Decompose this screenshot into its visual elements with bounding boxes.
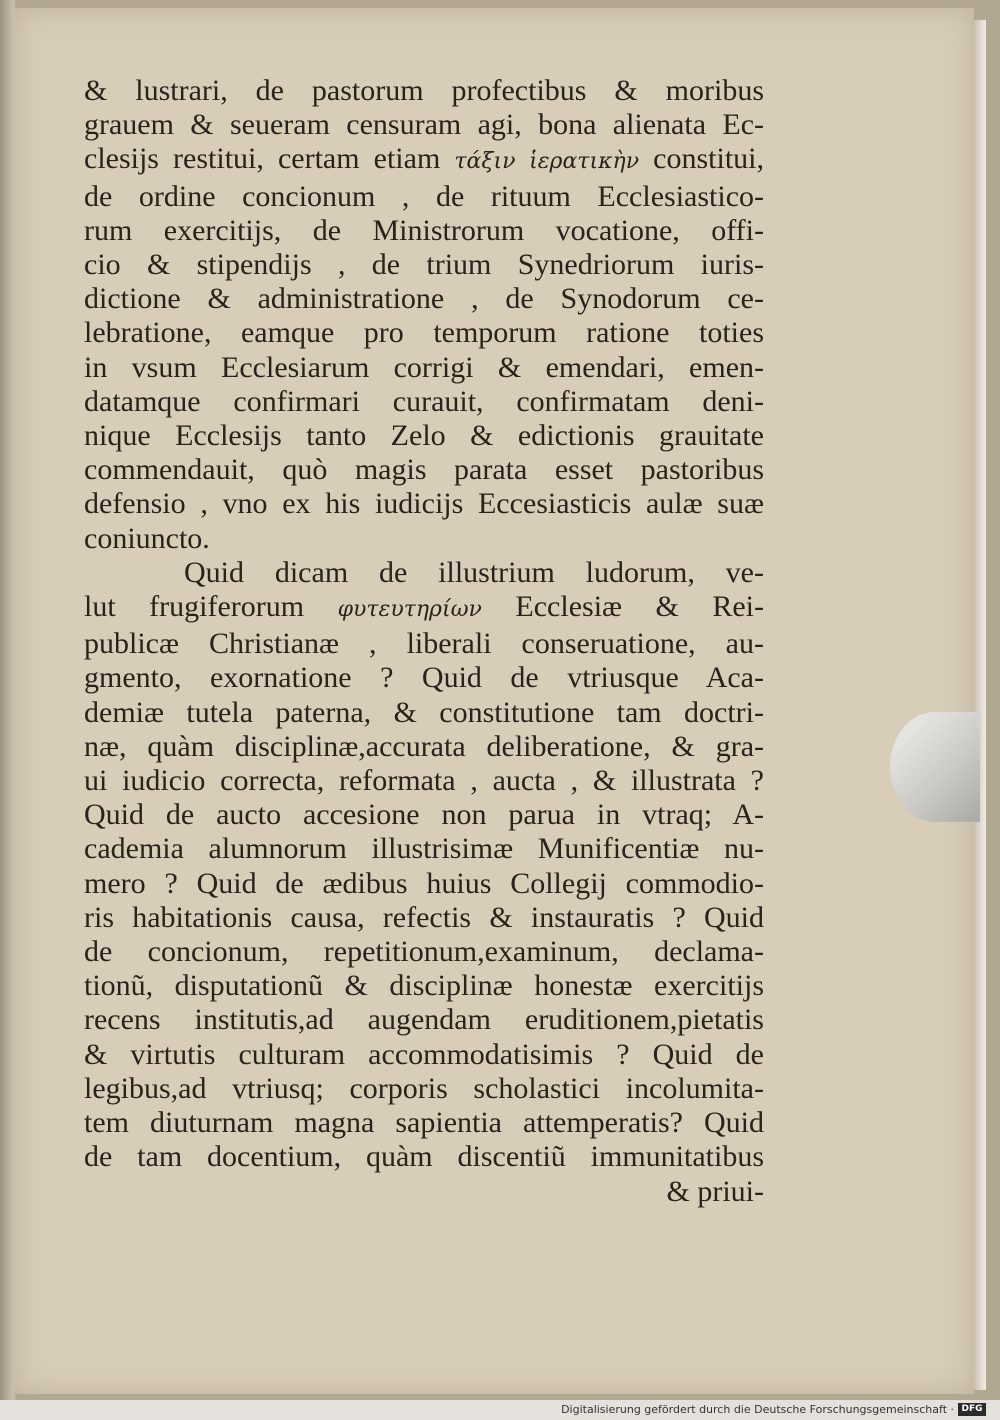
- text-line: defensio , vno ex his iudicijs Eccesiasticis aulæ suæ: [84, 487, 764, 521]
- text-line: & virtutis culturam accommodatisimis ? Quid de: [84, 1037, 764, 1071]
- text-line: gmento, exornatione ? Quid de vtriusque Aca-: [84, 661, 764, 695]
- text-line: næ, quàm disciplinæ,accurata deliberatione, & gra-: [84, 729, 764, 763]
- page-body-text: [84, 74, 764, 1209]
- greek-phrase: τάξιν ἱερατικὴν: [454, 149, 640, 175]
- text-line: lut frugiferorum φυτευτηρίων Ecclesiæ & Rei-: [84, 590, 764, 624]
- text-line: demiæ tutela paterna, & constitutione tam doctri-: [84, 695, 764, 729]
- text-line: datamque confirmari curauit, confirmatam deni-: [84, 384, 764, 418]
- text-line: mero ? Quid de ædibus huius Collegij commodio-: [84, 866, 764, 900]
- text-line: cademia alumnorum illustrisimæ Munificentiæ nu-: [84, 832, 764, 866]
- text-line: tionũ, disputationũ & disciplinæ honestæ exercitijs: [84, 969, 764, 1003]
- funding-credit: Digitalisierung gefördert durch die Deutsche Forschungsgemeinschaft ·: [561, 1403, 954, 1416]
- text-line: coniuncto.: [84, 521, 210, 555]
- text-line: de ordine concionum , de rituum Ecclesiastico-: [84, 179, 764, 213]
- text-line: in vsum Ecclesiarum corrigi & emendari, emen-: [84, 350, 764, 384]
- greek-phrase: φυτευτηρίων: [337, 597, 482, 623]
- text-line: publicæ Christianæ , liberali conseruatione, au-: [84, 627, 764, 661]
- catchword: & priui-: [666, 1174, 764, 1208]
- text-line: cio & stipendijs , de trium Synedriorum iuris-: [84, 248, 764, 282]
- text-line: de tam docentium, quàm discentiũ immunitatibus: [84, 1140, 764, 1174]
- text-line: grauem & seueram censuram agi, bona alienata Ec-: [84, 108, 764, 142]
- text-line: lebratione, eamque pro temporum ratione toties: [84, 316, 764, 350]
- dfg-logo-icon: DFG: [958, 1403, 986, 1416]
- text-line: dictione & administratione , de Synodorum ce-: [84, 282, 764, 316]
- paragraph-start-line: Quid dicam de illustrium ludorum, ve-: [184, 555, 764, 589]
- text-line: Quid de aucto accesione non parua in vtraq; A-: [84, 798, 764, 832]
- text-line: & lustrari, de pastorum profectibus & moribus: [84, 74, 764, 107]
- page-holder-clip: [890, 712, 980, 822]
- text-line: tem diuturnam magna sapientia attemperatis? Quid: [84, 1106, 764, 1140]
- text-line: rum exercitijs, de Ministrorum vocatione, offi-: [84, 213, 764, 247]
- text-line: legibus,ad vtriusq; corporis scholastici incolumita-: [84, 1071, 764, 1105]
- text-line: ui iudicio correcta, reformata , aucta , & illustrata ?: [84, 764, 764, 798]
- text-line: de concionum, repetitionum,examinum, declama-: [84, 935, 764, 969]
- digitization-footer: [0, 1400, 1000, 1420]
- text-line: commendauit, quò magis parata esset pastoribus: [84, 453, 764, 487]
- text-line: nique Ecclesijs tanto Zelo & edictionis grauitate: [84, 419, 764, 453]
- text-line: clesijs restitui, certam etiam τάξιν ἱερατικὴν constitui,: [84, 142, 764, 176]
- page-edge: [974, 20, 986, 1390]
- text-line: ris habitationis causa, refectis & instauratis ? Quid: [84, 900, 764, 934]
- text-line: recens institutis,ad augendam eruditionem,pietatis: [84, 1003, 764, 1037]
